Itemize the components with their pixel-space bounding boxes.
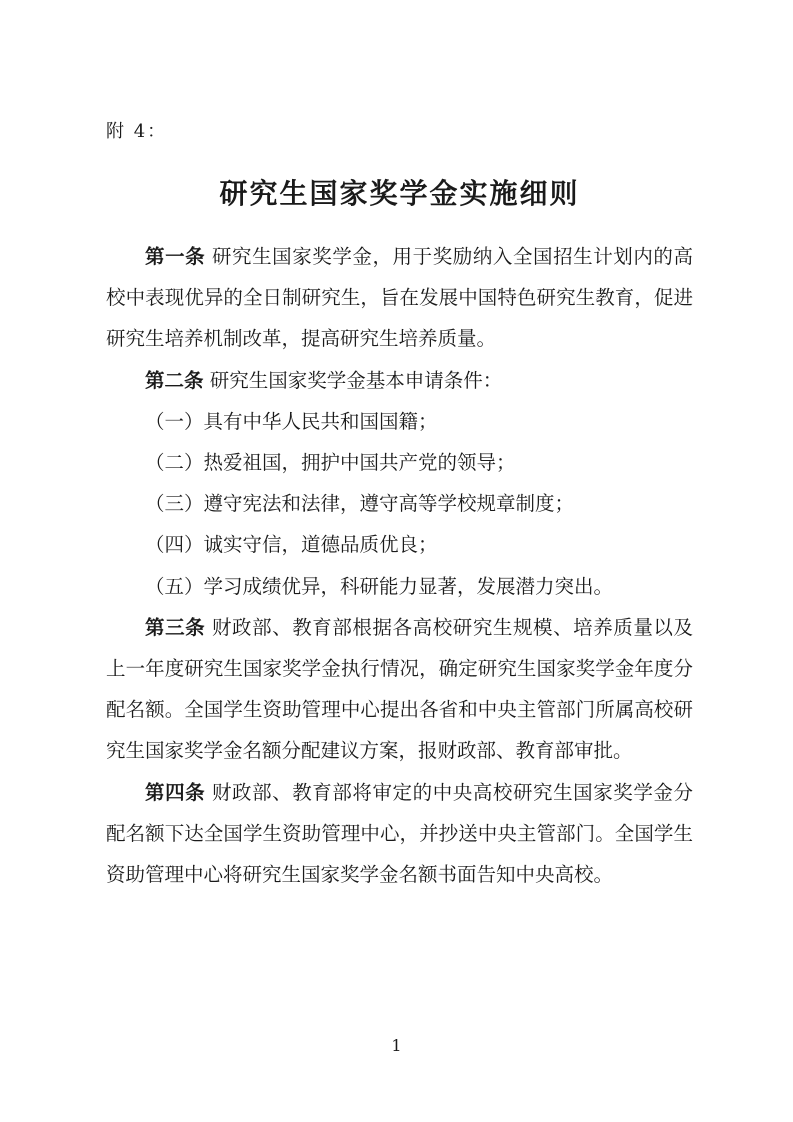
attachment-label: 附 4： — [106, 121, 168, 142]
article-3 — [106, 607, 693, 772]
page-number: 1 — [391, 1036, 402, 1055]
article-3-label: 第三条 — [145, 615, 206, 639]
condition-3: （三）遵守宪法和法律，遵守高等学校规章制度； — [145, 492, 575, 516]
article-4 — [106, 772, 693, 896]
article-2-text: 研究生国家奖学金基本申请条件： — [203, 368, 503, 392]
article-2 — [106, 360, 693, 401]
article-1 — [106, 236, 693, 360]
condition-5: （五）学习成绩优异，科研能力显著，发展潜力突出。 — [145, 574, 614, 598]
article-4-label: 第四条 — [145, 780, 206, 804]
article-2-label: 第二条 — [145, 368, 204, 392]
article-4-text: 财政部、教育部将审定的中央高校研究生国家奖学金分配名额下达全国学生资助管理中心，并抄送中央主管部门。全国学生资助管理中心将研究生国家奖学金名额书面告知中央高校。 — [106, 780, 693, 887]
condition-2: （二）热爱祖国，拥护中国共产党的领导； — [145, 451, 516, 475]
article-1-label: 第一条 — [145, 245, 206, 268]
condition-4: （四）诚实守信，道德品质优良； — [145, 533, 438, 557]
article-3-text: 财政部、教育部根据各高校研究生规模、培养质量以及上一年度研究生国家奖学金执行情况，确定研究生国家奖学金年度分配名额。全国学生资助管理中心提出各省和中央主管部门所属高校研究生国家奖学金名额分配建议方案，报财政部、教育部审批。 — [106, 615, 693, 763]
condition-1: （一）具有中华人民共和国国籍； — [145, 409, 438, 433]
document-title: 研究生国家奖学金实施细则 — [219, 177, 580, 210]
article-1-text: 研究生国家奖学金，用于奖励纳入全国招生计划内的高校中表现优异的全日制研究生，旨在发展中国特色研究生教育，促进研究生培养机制改革，提高研究生培养质量。 — [106, 245, 693, 351]
